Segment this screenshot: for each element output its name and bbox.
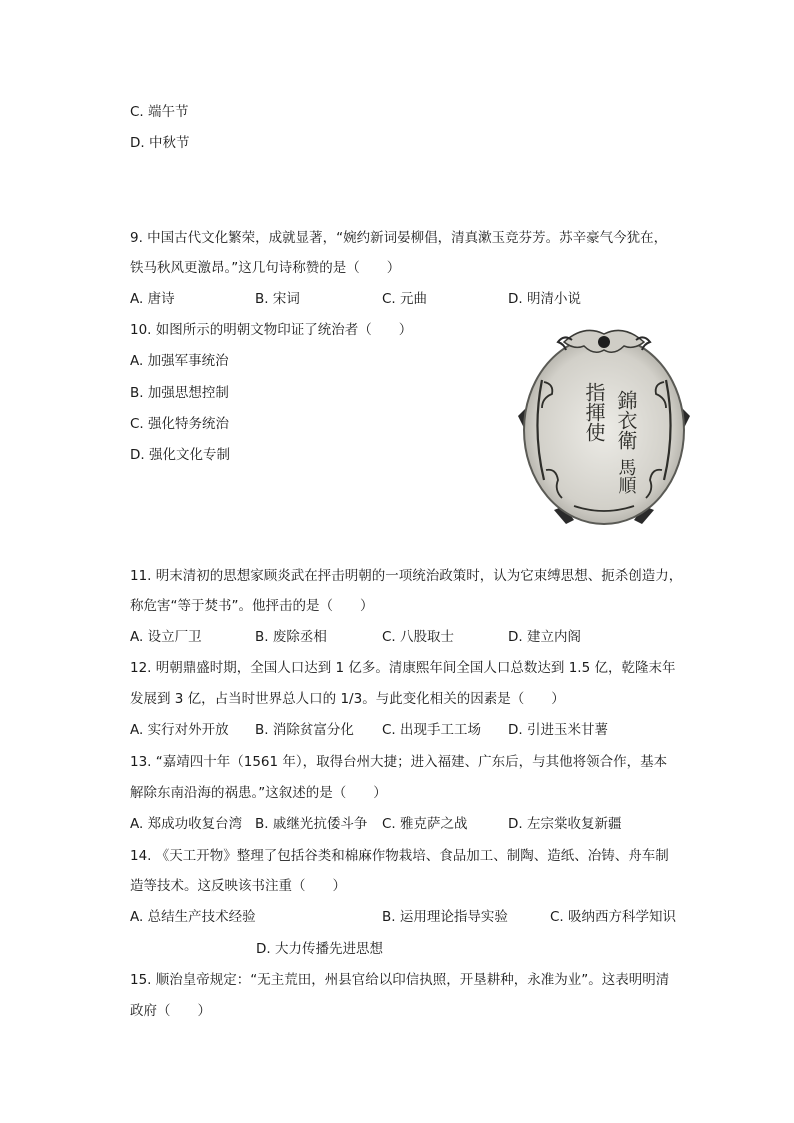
q11-option-d: D. 建立内阁 (508, 629, 581, 645)
q14-option-a: A. 总结生产技术经验 (130, 909, 256, 925)
q9-stem-line1: 9. 中国古代文化繁荣，成就显著，“婉约新词晏柳倡，清真漱玉竞芬芳。苏辛豪气今犹在， (130, 230, 668, 246)
q9-option-d: D. 明清小说 (508, 291, 581, 307)
q13-option-b: B. 戚继光抗倭斗争 (255, 816, 368, 832)
token-text-col3: 馬順 (615, 458, 637, 494)
q14-option-c: C. 吸纳西方科学知识 (550, 909, 677, 925)
q12-option-c: C. 出现手工工场 (382, 722, 482, 738)
q8-option-d: D. 中秋节 (130, 135, 190, 151)
q13-stem-line2: 解除东南沿海的祸患。”这叙述的是（ ） (130, 785, 387, 801)
q11-stem-line1: 11. 明末清初的思想家顾炎武在抨击明朝的一项统治政策时，认为它束缚思想、扼杀创造力， (130, 568, 683, 584)
q11-option-a: A. 设立厂卫 (130, 629, 202, 645)
q11-option-c: C. 八股取士 (382, 629, 455, 645)
q10-stem: 10. 如图所示的明朝文物印证了统治者（ ） (130, 322, 413, 338)
q12-option-d: D. 引进玉米甘薯 (508, 722, 608, 738)
q11-option-b: B. 废除丞相 (255, 629, 327, 645)
q10-option-c: C. 强化特务统治 (130, 416, 230, 432)
q13-stem-line1: 13. “嘉靖四十年（1561 年），取得台州大捷；进入福建、广东后，与其他将领合作，基本 (130, 754, 668, 770)
q14-option-d: D. 大力传播先进思想 (256, 941, 383, 957)
q9-option-c: C. 元曲 (382, 291, 428, 307)
token-text-col1: 錦衣衛 (614, 390, 638, 450)
q12-stem-line1: 12. 明朝鼎盛时期，全国人口达到 1 亿多。清康熙年间全国人口总数达到 1.5 亿，乾隆末年 (130, 660, 676, 676)
q14-option-b: B. 运用理论指导实验 (382, 909, 508, 925)
q10-option-d: D. 强化文化专制 (130, 447, 230, 463)
q11-stem-line2: 称危害“等于焚书”。他抨击的是（ ） (130, 598, 374, 614)
q12-option-a: A. 实行对外开放 (130, 722, 229, 738)
q13-option-d: D. 左宗棠收复新疆 (508, 816, 622, 832)
q13-option-a: A. 郑成功收复台湾 (130, 816, 243, 832)
q9-stem-line2: 铁马秋风更激昂。”这几句诗称赞的是（ ） (130, 260, 401, 276)
q12-option-b: B. 消除贫富分化 (255, 722, 354, 738)
q14-stem-line2: 造等技术。这反映该书注重（ ） (130, 878, 346, 894)
q8-option-c: C. 端午节 (130, 104, 189, 120)
q13-option-c: C. 雅克萨之战 (382, 816, 468, 832)
token-text-col2: 指揮使 (582, 382, 606, 442)
q12-stem-line2: 发展到 3 亿，占当时世界总人口的 1/3。与此变化相关的因素是（ ） (130, 691, 565, 707)
q14-stem-line1: 14. 《天工开物》整理了包括谷类和棉麻作物栽培、食品加工、制陶、造纸、冶铸、舟车制 (130, 848, 669, 864)
ming-waist-token-image (514, 320, 694, 528)
q15-stem-line1: 15. 顺治皇帝规定：“无主荒田，州县官给以印信执照，开垦耕种，永准为业”。这表明明清 (130, 972, 670, 988)
q9-option-a: A. 唐诗 (130, 291, 175, 307)
q9-option-b: B. 宋词 (255, 291, 300, 307)
q10-option-a: A. 加强军事统治 (130, 353, 229, 369)
q10-option-b: B. 加强思想控制 (130, 385, 229, 401)
q15-stem-line2: 政府（ ） (130, 1003, 211, 1019)
